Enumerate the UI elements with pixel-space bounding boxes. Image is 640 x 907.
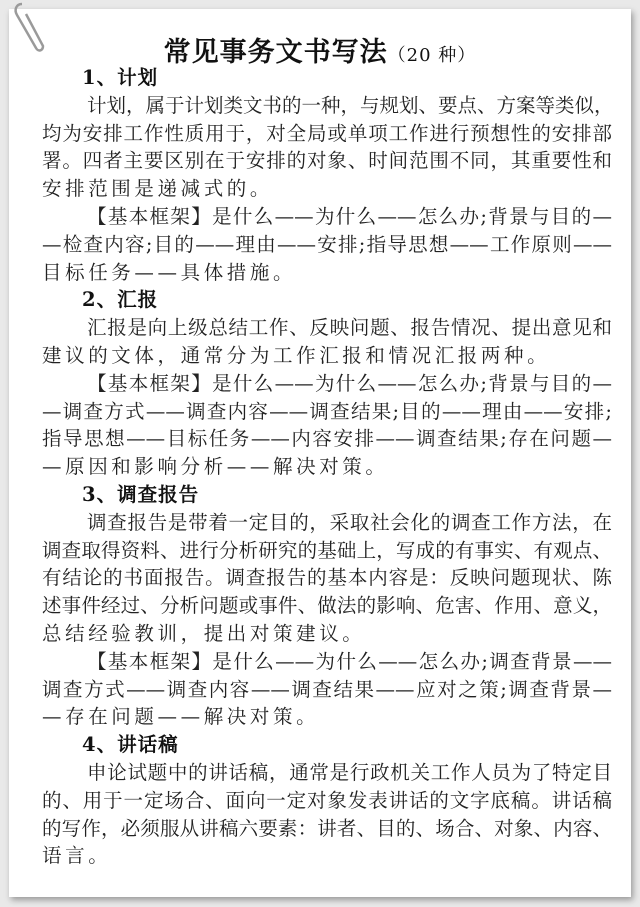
text-line: 汇报是向上级总结工作、反映问题、报告情况、提出意见和 [87, 316, 612, 340]
document-body [42, 64, 612, 870]
section-heading: 4、讲话稿 [82, 733, 179, 757]
text-line: 总结经验教训，提出对策建议。 [42, 621, 366, 645]
title-main: 常见事务文书写法 [163, 37, 388, 68]
title-count: （20 种） [387, 45, 477, 66]
text-line: 安排范围是递减式的。 [42, 177, 274, 201]
text-line: 调查取得资料、进行分析研究的基础上，写成的有事实、有观点、 [42, 538, 612, 562]
text-line: 指导思想——目标任务——内容安排——调查结果;存在问题— [42, 427, 612, 451]
text-line: 的写作，必须服从讲稿六要素：讲者、目的、场合、对象、内容、 [42, 816, 612, 840]
text-line: 申论试题中的讲话稿，通常是行政机关工作人员为了特定目 [87, 760, 612, 784]
text-line: 署。四者主要区别在于安排的对象、时间范围不同，其重要性和 [42, 149, 612, 173]
text-line: 语言。 [42, 844, 112, 868]
text-line: 有结论的书面报告。调查报告的基本内容是：反映问题现状、陈 [42, 566, 612, 590]
text-line: 调查报告是带着一定目的，采取社会化的调查工作方法，在 [87, 510, 612, 534]
text-line: —检查内容;目的——理由——安排;指导思想——工作原则—— [42, 232, 612, 256]
text-line: 述事件经过、分析问题或事件、做法的影响、危害、作用、意义， [42, 594, 612, 618]
text-line: —调查方式——调查内容——调查结果;目的——理由——安排; [42, 399, 612, 423]
text-line: 计划，属于计划类文书的一种，与规划、要点、方案等类似， [87, 93, 614, 117]
text-line: 的、用于一定场合、面向一定对象发表讲话的文字底稿。讲话稿 [42, 788, 612, 812]
text-line: 均为安排工作性质用于，对全局或单项工作进行预想性的安排部 [42, 121, 612, 145]
text-line: 【基本框架】是什么——为什么——怎么办;背景与目的— [87, 371, 612, 395]
text-line: 调查方式——调查内容——调查结果——应对之策;调查背景— [42, 677, 612, 701]
text-line: —存在问题——解决对策。 [42, 705, 320, 729]
text-line: —原因和影响分析——解决对策。 [42, 455, 389, 479]
text-line: 【基本框架】是什么——为什么——怎么办;调查背景—— [87, 649, 612, 673]
text-line: 目标任务——具体措施。 [42, 260, 297, 284]
section-heading: 2、汇报 [82, 288, 159, 312]
section-heading: 1、计划 [82, 66, 159, 89]
section-heading: 3、调查报告 [82, 482, 200, 506]
text-line: 建议的文体，通常分为工作汇报和情况汇报两种。 [42, 343, 551, 367]
text-line: 【基本框架】是什么——为什么——怎么办;背景与目的— [87, 204, 612, 228]
